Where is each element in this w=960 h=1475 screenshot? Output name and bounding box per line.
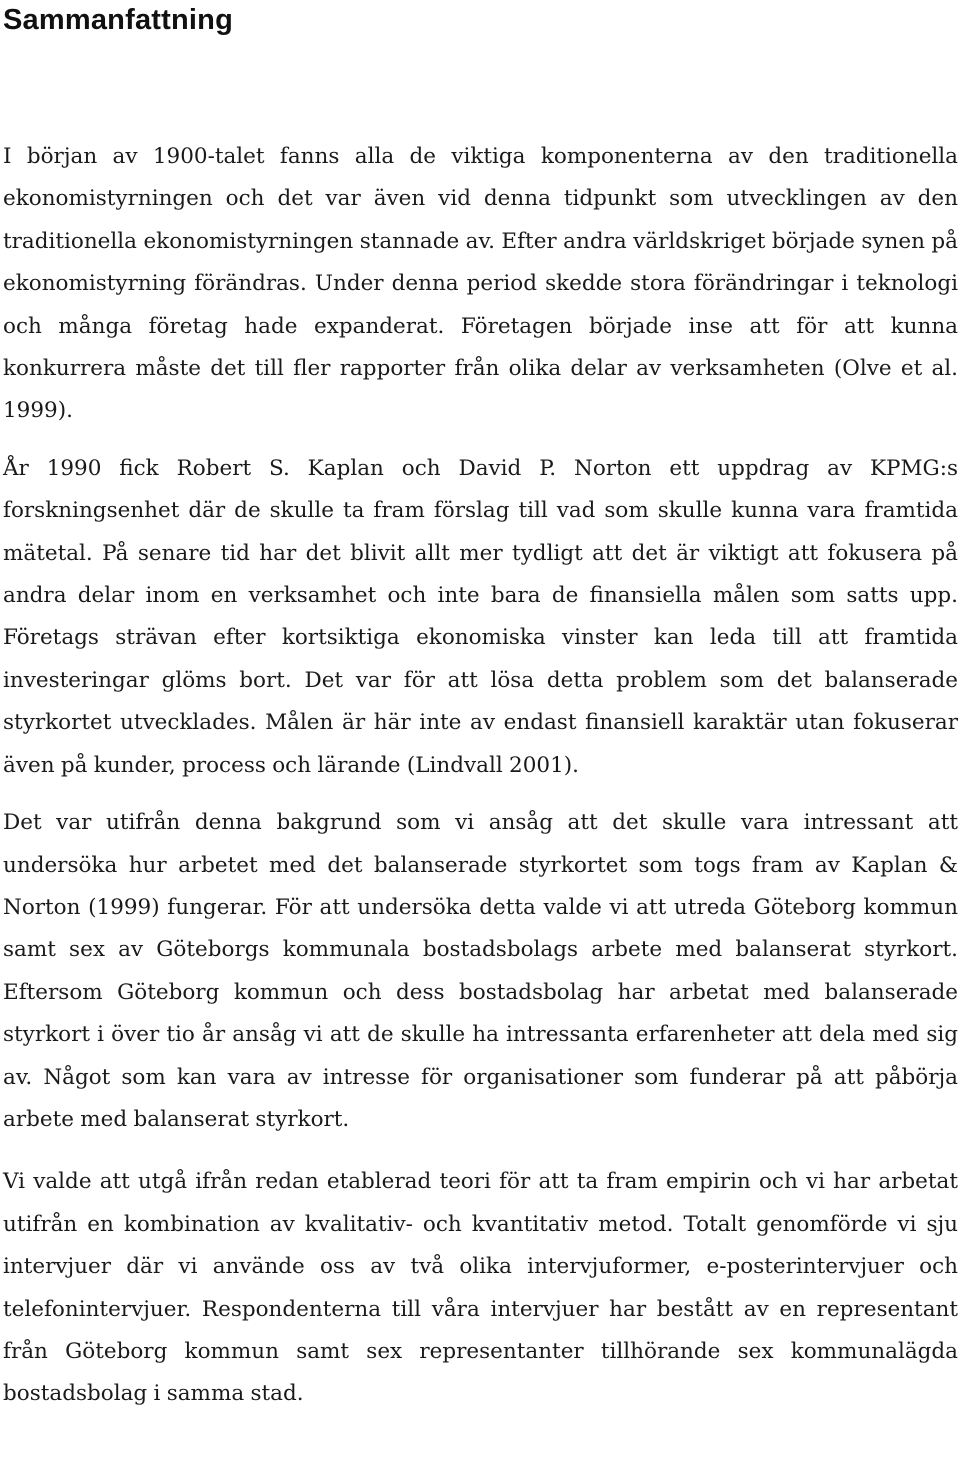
summary-paragraph-4: Vi valde att utgå ifrån redan etablerad teori för att ta fram empirin och vi har arbetat utifrån en kombination av kvalitativ- och kvantitativ metod. Totalt genomförde vi sju intervjuer där vi använde oss av två olika intervjuformer, e-posterintervjuer och telefonintervjuer. Respondenterna till våra intervjuer har bestått av en representant från Göteborg kommun samt sex representanter tillhörande sex kommunalägda bostadsbolag i samma stad. <box>3 1169 958 1407</box>
summary-paragraph-2: År 1990 fick Robert S. Kaplan och David P. Norton ett uppdrag av KPMG:s forskningsenhet där de skulle ta fram förslag till vad som skulle kunna vara framtida mätetal. På senare tid har det blivit allt mer tydligt att det är viktigt att fokusera på andra delar inom en verksamhet och inte bara de finansiella målen som satts upp. Företags strävan efter kortsiktiga ekonomiska vinster kan leda till att framtida investeringar glöms bort. Det var för att lösa detta problem som det balanserade styrkortet utvecklades. Målen är här inte av endast finansiell karaktär utan fokuserar även på kunder, process och lärande (Lindvall 2001). <box>3 455 958 778</box>
section-heading: Sammanfattning <box>3 4 233 36</box>
document-page <box>3 0 958 1416</box>
summary-paragraph-1: I början av 1900-talet fanns alla de viktiga komponenterna av den traditionella ekonomistyrningen och det var även vid denna tidpunkt som utvecklingen av den traditionella ekonomistyrningen stannade av. Efter andra världskriget började synen på ekonomistyrning förändras. Under denna period skedde stora förändringar i teknologi och många företag hade expanderat. Företagen började inse att för att kunna konkurrera måste det till fler rapporter från olika delar av verksamheten (Olve et al. 1999). <box>3 144 958 424</box>
summary-paragraph-3: Det var utifrån denna bakgrund som vi ansåg att det skulle vara intressant att undersöka hur arbetet med det balanserade styrkortet som togs fram av Kaplan & Norton (1999) fungerar. För att undersöka detta valde vi att utreda Göteborg kommun samt sex av Göteborgs kommunala bostadsbolags arbete med balanserat styrkort. Eftersom Göteborg kommun och dess bostadsbolag har arbetat med balanserade styrkort i över tio år ansåg vi att de skulle ha intressanta erfarenheter att dela med sig av. Något som kan vara av intresse för organisationer som funderar på att påbörja arbete med balanserat styrkort. <box>3 810 958 1132</box>
